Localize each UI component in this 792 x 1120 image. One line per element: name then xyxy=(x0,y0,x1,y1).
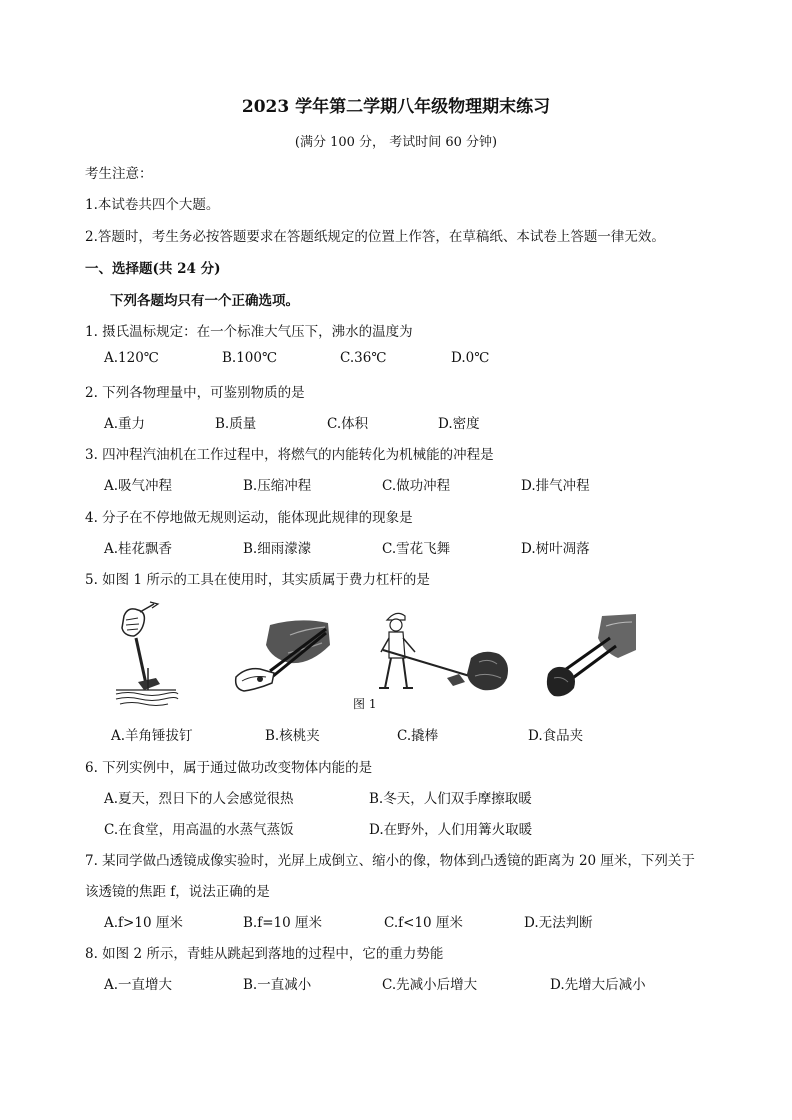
question-stem: 3. 四冲程汽油机在工作过程中，将燃气的内能转化为机械能的冲程是 xyxy=(85,447,494,463)
question-stem: 7. 某同学做凸透镜成像实验时，光屏上成倒立、缩小的像，物体到凸透镜的距离为 20 厘米，下列关于 xyxy=(85,853,695,869)
notice-item: 1.本试卷共四个大题。 xyxy=(85,197,220,213)
food-tongs-illustration xyxy=(540,612,640,700)
option: C.在食堂，用高温的水蒸气蒸饭 xyxy=(104,822,294,838)
page-subtitle: (满分 100 分， 考试时间 60 分钟) xyxy=(294,135,498,150)
notice-item: 2.答题时，考生务必按答题要求在答题纸规定的位置上作答，在草稿纸、本试卷上答题一律无效。 xyxy=(85,229,665,245)
option: C.雪花飞舞 xyxy=(382,541,451,557)
option: B.100℃ xyxy=(222,350,278,366)
option: D.无法判断 xyxy=(524,915,593,931)
option: B.一直减小 xyxy=(243,977,312,993)
question-stem: 1. 摄氏温标规定：在一个标准大气压下，沸水的温度为 xyxy=(85,324,413,340)
option: B.f=10 厘米 xyxy=(243,915,322,931)
question-stem: 6. 下列实例中，属于通过做功改变物体内能的是 xyxy=(85,760,373,776)
option: B.细雨濛濛 xyxy=(243,541,312,557)
option: B.压缩冲程 xyxy=(243,478,312,494)
notice-heading: 考生注意： xyxy=(85,166,153,182)
claw-hammer-illustration xyxy=(108,598,183,710)
question-stem: 4. 分子在不停地做无规则运动，能体现此规律的现象是 xyxy=(85,510,413,526)
option: C.体积 xyxy=(327,416,369,432)
option: D.排气冲程 xyxy=(521,478,590,494)
option: A.羊角锤拔钉 xyxy=(111,728,193,744)
option: D.0℃ xyxy=(451,350,490,366)
option: A.一直增大 xyxy=(104,977,173,993)
option: D.密度 xyxy=(438,416,480,432)
option: C.先减小后增大 xyxy=(382,977,478,993)
question-stem: 2. 下列各物理量中，可鉴别物质的是 xyxy=(85,385,305,401)
option: D.树叶凋落 xyxy=(521,541,590,557)
crowbar-illustration xyxy=(375,608,515,698)
option: A.f>10 厘米 xyxy=(104,915,183,931)
option: A.重力 xyxy=(104,416,146,432)
option: C.f<10 厘米 xyxy=(384,915,463,931)
option: D.食品夹 xyxy=(528,728,584,744)
option: C.做功冲程 xyxy=(382,478,451,494)
option: B.冬天，人们双手摩擦取暖 xyxy=(369,791,532,807)
question-stem: 8. 如图 2 所示，青蛙从跳起到落地的过程中，它的重力势能 xyxy=(85,946,444,962)
page-title: 2023 学年第二学期八年级物理期末练习 xyxy=(241,97,551,117)
option: A.吸气冲程 xyxy=(104,478,173,494)
nutcracker-illustration xyxy=(230,615,340,700)
question-stem-continued: 该透镜的焦距 f，说法正确的是 xyxy=(85,884,270,900)
option: D.在野外，人们用篝火取暖 xyxy=(369,822,533,838)
option: B.核桃夹 xyxy=(265,728,320,744)
option: B.质量 xyxy=(215,416,257,432)
option: C.撬棒 xyxy=(397,728,439,744)
section-heading: 一、选择题(共 24 分) xyxy=(85,261,221,277)
question-stem: 5. 如图 1 所示的工具在使用时，其实质属于费力杠杆的是 xyxy=(85,572,430,588)
option: C.36℃ xyxy=(340,350,387,366)
option: A.120℃ xyxy=(104,350,159,366)
option: D.先增大后减小 xyxy=(550,977,646,993)
figure-label: 图 1 xyxy=(353,697,377,711)
section-instruction: 下列各题均只有一个正确选项。 xyxy=(110,293,299,309)
option: A.桂花飘香 xyxy=(104,541,173,557)
option: A.夏天，烈日下的人会感觉很热 xyxy=(104,791,294,807)
